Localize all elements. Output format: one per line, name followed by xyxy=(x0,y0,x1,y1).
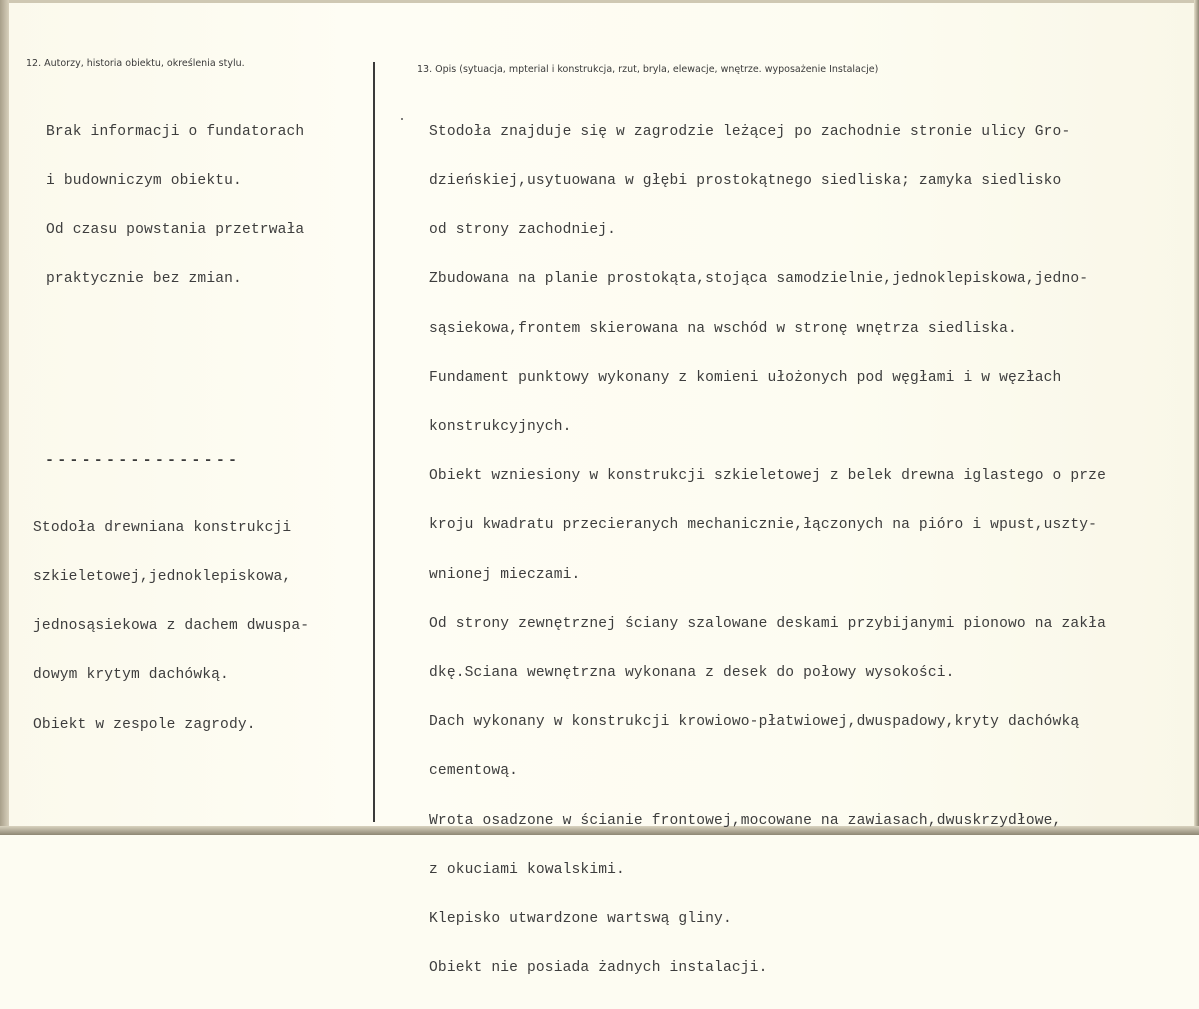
page-edge-left xyxy=(0,0,9,835)
text-line: Brak informacji o fundatorach xyxy=(46,123,305,140)
text-line: Od strony zewnętrznej ściany szalowane deskami przybijanymi pionowo na zakła xyxy=(429,615,1106,632)
page-edge-top xyxy=(0,0,1199,3)
description-text xyxy=(429,91,1106,1009)
text-line: Stodoła znajduje się w zagrodzie leżącej po zachodnie stronie ulicy Gro- xyxy=(429,123,1071,140)
text-line: i budowniczym obiektu. xyxy=(46,173,242,190)
text-line: kroju kwadratu przecieranych mechanicznie,łączonych na pióro i wpust,uszty- xyxy=(429,517,1098,534)
dashed-separator: ---------------- xyxy=(45,452,241,469)
text-line: konstrukcyjnych. xyxy=(429,419,572,436)
text-line: Obiekt wzniesiony w konstrukcji szkieletowej z belek drewna iglastego o prze xyxy=(429,468,1106,485)
column-divider xyxy=(373,62,375,822)
text-line: Stodoła drewniana konstrukcji xyxy=(33,519,292,536)
text-line: wnionej mieczami. xyxy=(429,566,581,583)
text-line: z okuciami kowalskimi. xyxy=(429,861,625,878)
text-line: dkę.Sciana wewnętrzna wykonana z desek do połowy wysokości. xyxy=(429,665,955,682)
text-line: Fundament punktowy wykonany z komieni ułożonych pod węgłami i w węzłach xyxy=(429,369,1062,386)
text-line: jednosąsiekowa z dachem dwuspa- xyxy=(33,618,310,635)
authors-history-text xyxy=(46,91,304,321)
text-line: Od czasu powstania przetrwała xyxy=(46,222,305,239)
text-line: Obiekt nie posiada żadnych instalacji. xyxy=(429,960,768,977)
text-line: od strony zachodniej. xyxy=(429,222,617,239)
text-line: dowym krytym dachówką. xyxy=(33,667,229,684)
text-line: Wrota osadzone w ścianie frontowej,mocowane na zawiasach,dwuskrzydłowe, xyxy=(429,812,1062,829)
text-line: praktycznie bez zmian. xyxy=(46,271,242,288)
text-line: Zbudowana na planie prostokąta,stojąca samodzielnie,jednoklepiskowa,jedno- xyxy=(429,271,1089,288)
text-line: sąsiekowa,frontem skierowana na wschód w stronę wnętrza siedliska. xyxy=(429,320,1017,337)
text-line: cementową. xyxy=(429,763,519,780)
section-12-heading: 12. Autorzy, historia obiektu, określenia stylu. xyxy=(26,58,245,69)
summary-text xyxy=(33,487,309,766)
section-13-heading: 13. Opis (sytuacja, mpterial i konstrukcja, rzut, bryla, elewacje, wnętrze. wyposażenie Instalacje) xyxy=(417,64,879,75)
text-line: Dach wykonany w konstrukcji krowiowo-płatwiowej,dwuspadowy,kryty dachówką xyxy=(429,714,1080,731)
page-edge-right xyxy=(1194,0,1199,835)
text-line: szkieletowej,jednoklepiskowa, xyxy=(33,569,292,586)
margin-dot xyxy=(401,118,403,120)
text-line: Obiekt w zespole zagrody. xyxy=(33,716,256,733)
text-line: dzieńskiej,usytuowana w głębi prostokątnego siedliska; zamyka siedlisko xyxy=(429,173,1062,190)
text-line: Klepisko utwardzone wartswą gliny. xyxy=(429,911,732,928)
